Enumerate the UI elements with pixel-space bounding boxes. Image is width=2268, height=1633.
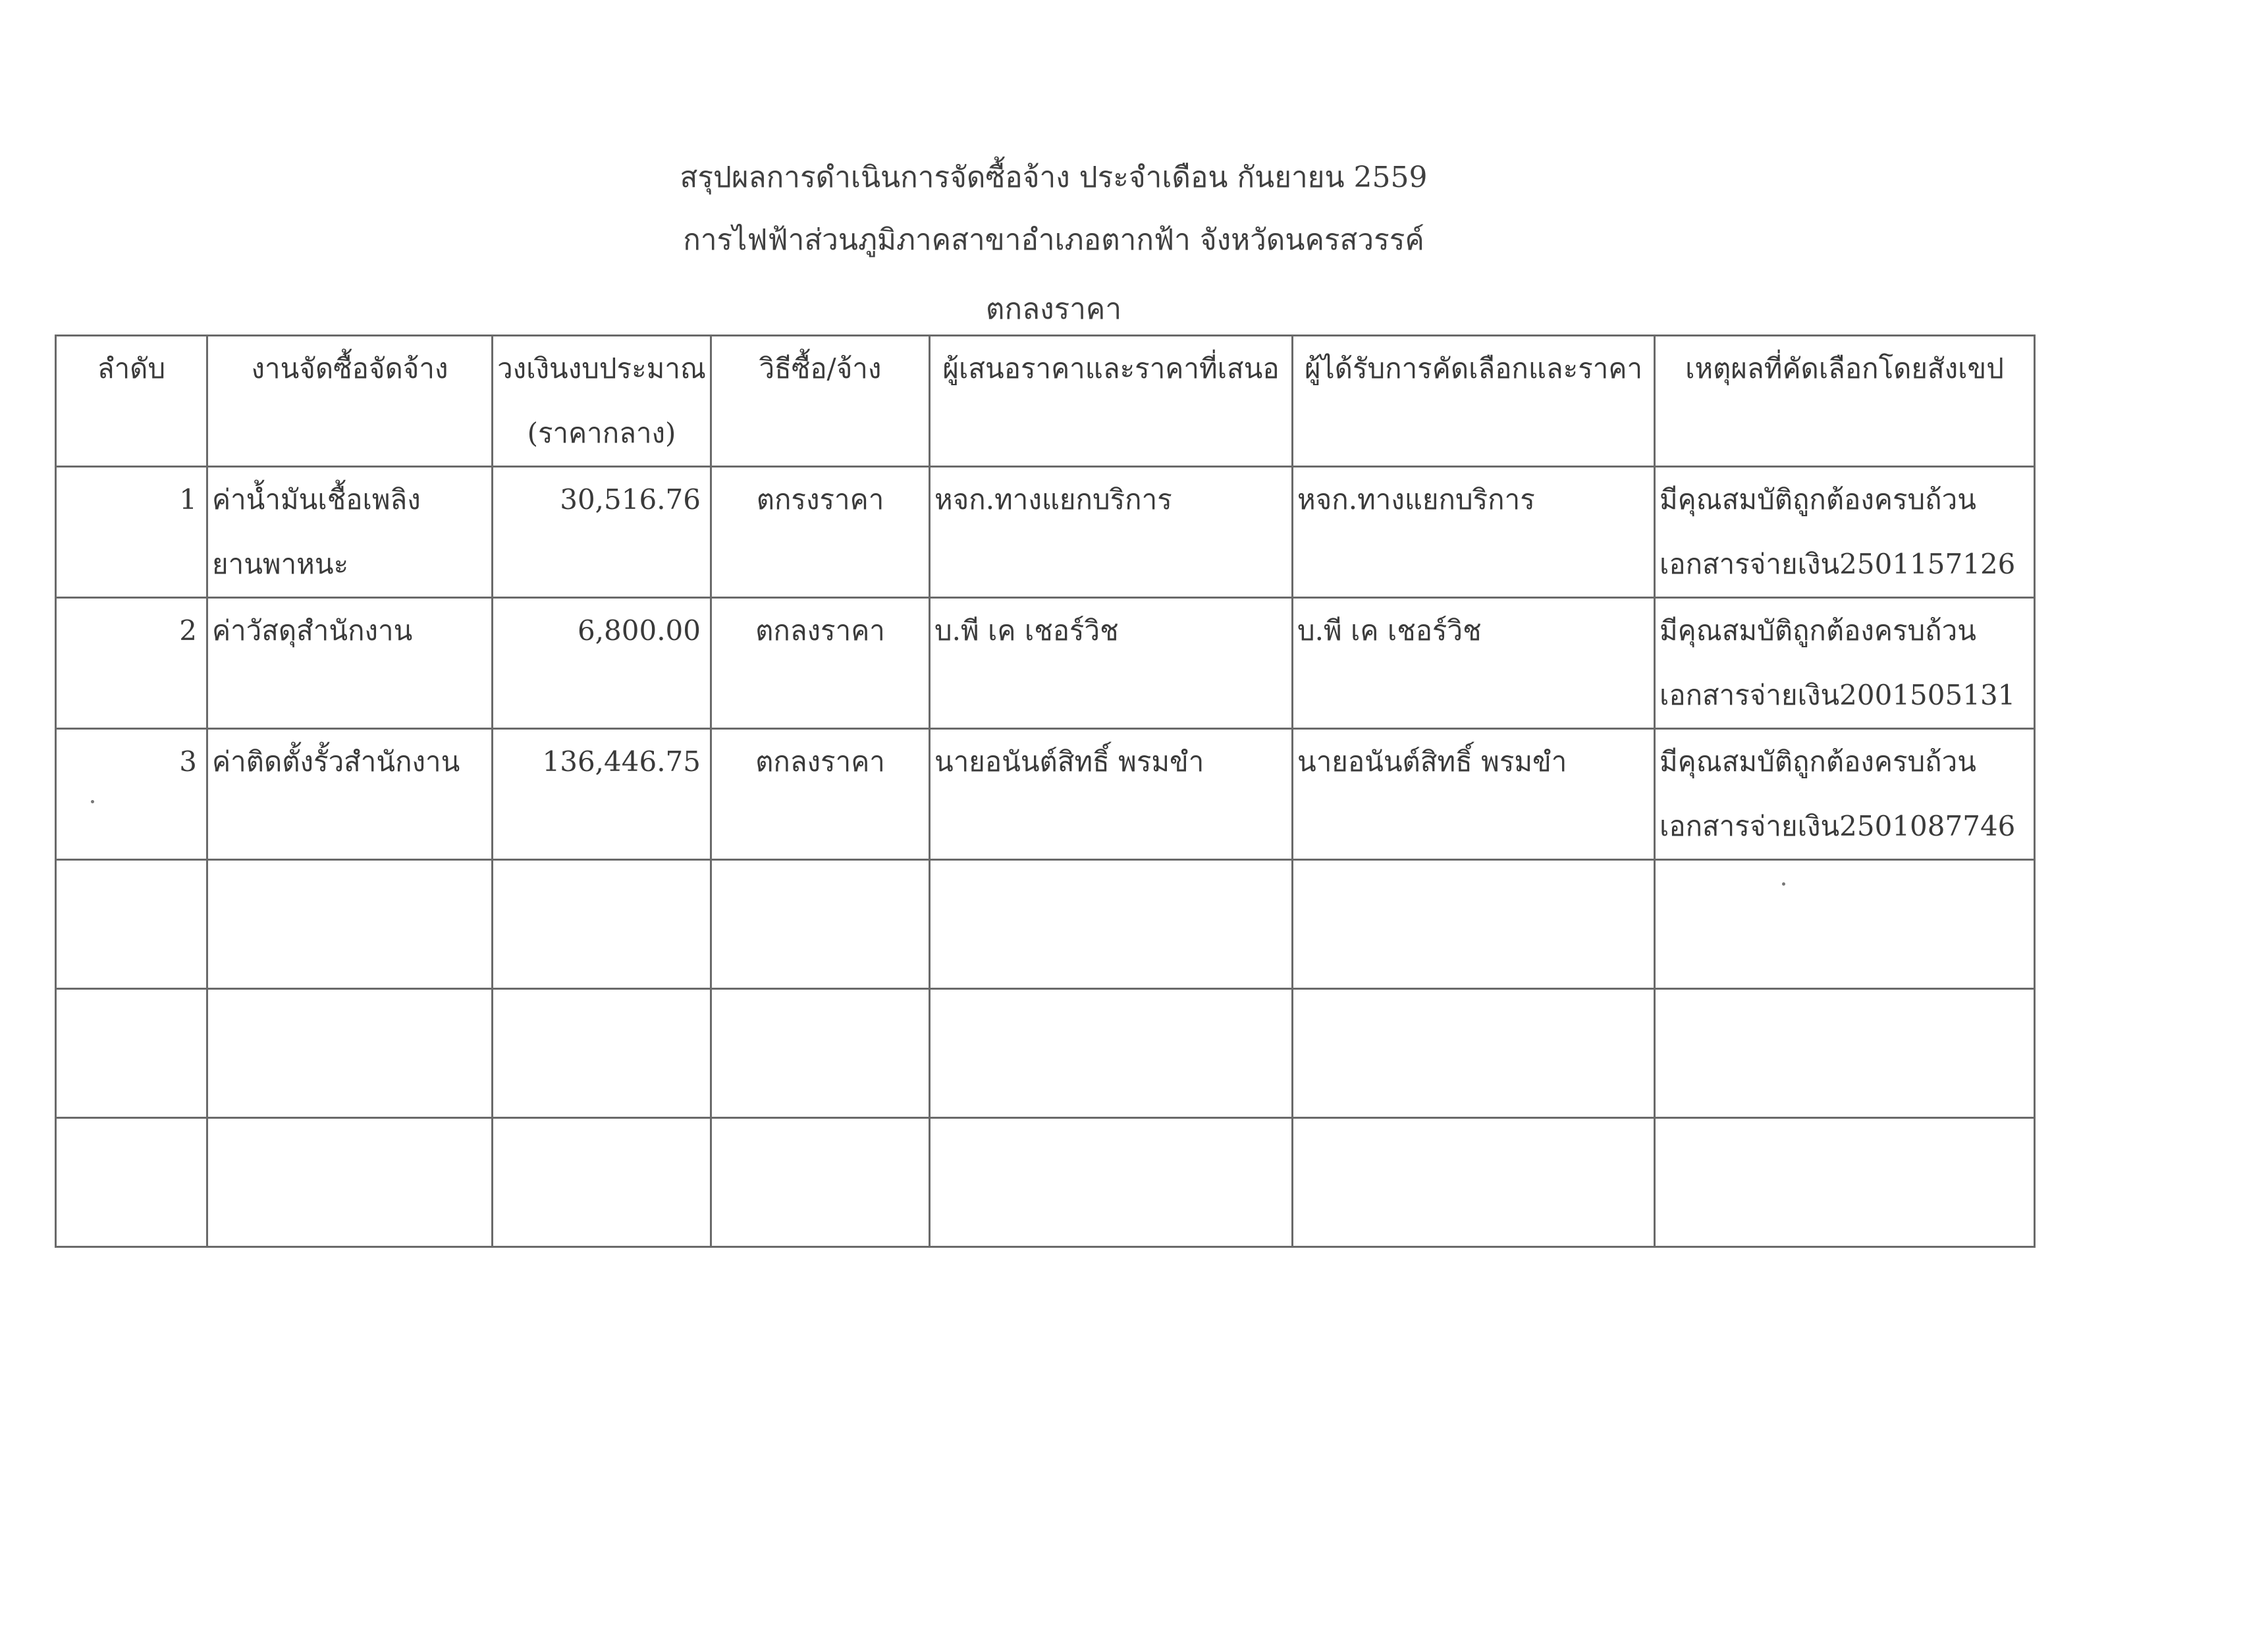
cell-selected: บ.พี เค เชอร์วิช xyxy=(1293,598,1655,729)
cell-method: ตกลงราคา xyxy=(711,729,930,860)
table-row xyxy=(56,598,2035,729)
table-row xyxy=(56,729,2035,860)
cell-reason: มีคุณสมบัติถูกต้องครบถ้วน เอกสารจ่ายเงิน2501157126 xyxy=(1655,467,2035,598)
scan-speck xyxy=(91,800,94,803)
cell-bidder: บ.พี เค เชอร์วิช xyxy=(930,598,1293,729)
empty-table-row xyxy=(56,989,2035,1118)
cell-selected: นายอนันต์สิทธิ์ พรมขำ xyxy=(1293,729,1655,860)
report-organization: การไฟฟ้าส่วนภูมิภาคสาขาอำเภอตากฟ้า จังหวัดนครสวรรค์ xyxy=(683,223,1424,257)
cell-no: 2 xyxy=(56,598,207,729)
empty-table-row xyxy=(56,1118,2035,1247)
cell-budget: 30,516.76 xyxy=(493,467,711,598)
cell-method: ตกรงราคา xyxy=(711,467,930,598)
scan-speck xyxy=(1782,882,1785,886)
header-cell-budget: วงเงินงบประมาณ (ราคากลาง) xyxy=(493,336,711,467)
cell-method: ตกลงราคา xyxy=(711,598,930,729)
cell-item: ค่าน้ำมันเชื้อเพลิง ยานพาหนะ xyxy=(207,467,493,598)
header-cell-reason: เหตุผลที่คัดเลือกโดยสังเขป xyxy=(1655,336,2035,467)
header-cell-no: ลำดับ xyxy=(56,336,207,467)
cell-budget: 6,800.00 xyxy=(493,598,711,729)
procurement-table xyxy=(55,335,2036,1248)
table-row xyxy=(56,467,2035,598)
cell-item: ค่าติดตั้งรั้วสำนักงาน xyxy=(207,729,493,860)
cell-item: ค่าวัสดุสำนักงาน xyxy=(207,598,493,729)
cell-no: 1 xyxy=(56,467,207,598)
empty-table-row xyxy=(56,860,2035,989)
header-cell-method: วิธีซื้อ/จ้าง xyxy=(711,336,930,467)
cell-reason: มีคุณสมบัติถูกต้องครบถ้วน เอกสารจ่ายเงิน2001505131 xyxy=(1655,598,2035,729)
header-cell-bidder: ผู้เสนอราคาและราคาที่เสนอ xyxy=(930,336,1293,467)
table-header-row xyxy=(56,336,2035,467)
cell-selected: หจก.ทางแยกบริการ xyxy=(1293,467,1655,598)
cell-bidder: หจก.ทางแยกบริการ xyxy=(930,467,1293,598)
report-method-heading: ตกลงราคา xyxy=(985,292,1122,326)
cell-no: 3 xyxy=(56,729,207,860)
cell-bidder: นายอนันต์สิทธิ์ พรมขำ xyxy=(930,729,1293,860)
cell-budget: 136,446.75 xyxy=(493,729,711,860)
report-title: สรุปผลการดำเนินการจัดซื้อจ้าง ประจำเดือน กันยายน 2559 xyxy=(680,161,1428,194)
header-cell-item: งานจัดซื้อจัดจ้าง xyxy=(207,336,493,467)
header-cell-selected: ผู้ได้รับการคัดเลือกและราคา xyxy=(1293,336,1655,467)
cell-reason: มีคุณสมบัติถูกต้องครบถ้วน เอกสารจ่ายเงิน2501087746 xyxy=(1655,729,2035,860)
